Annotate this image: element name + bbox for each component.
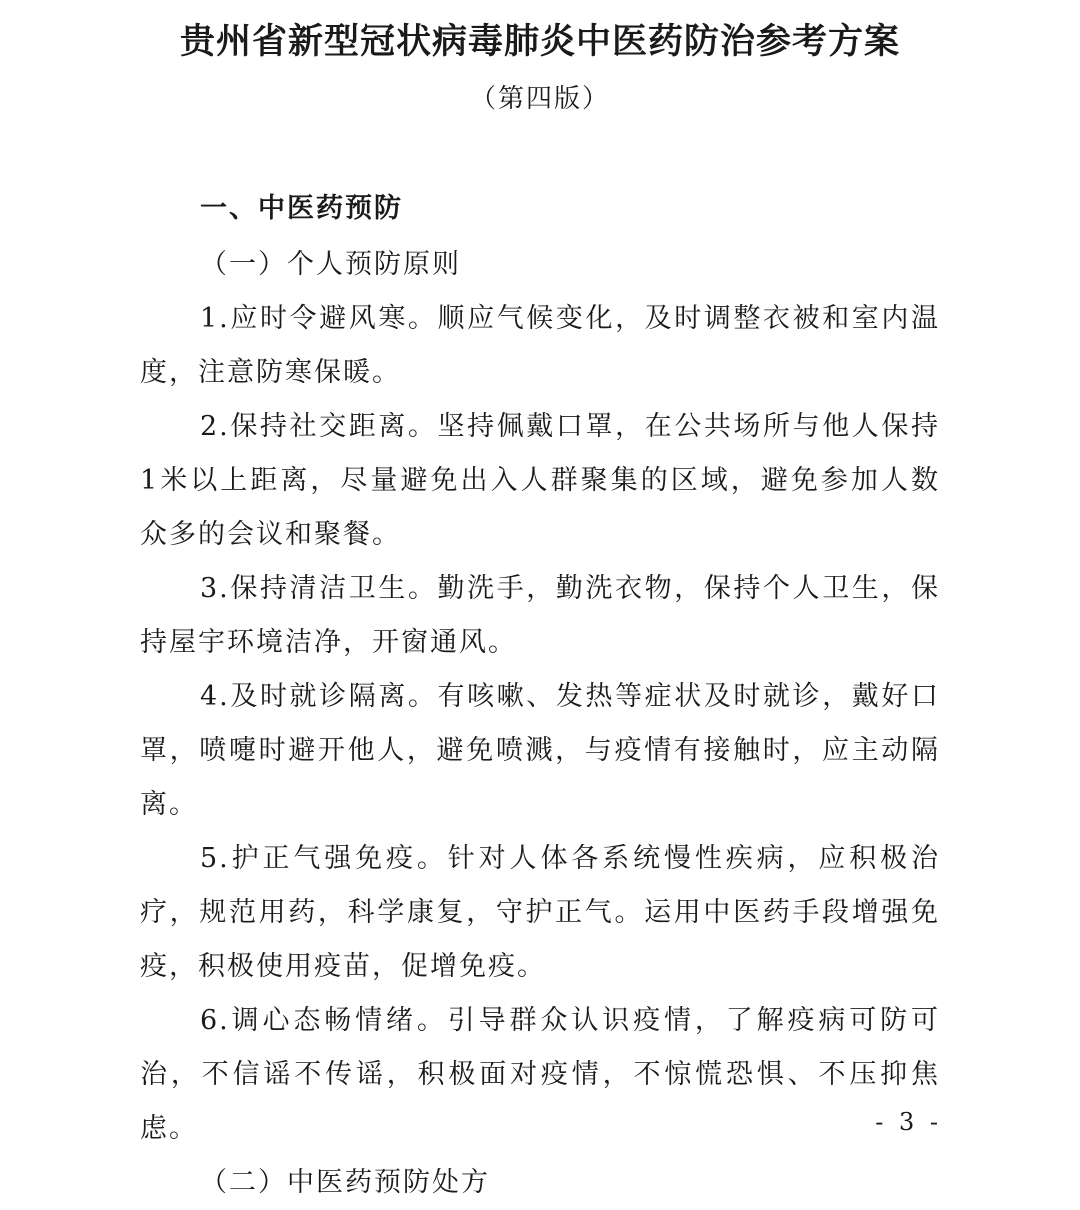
subsection-heading-2: （二）中医药预防处方 (200, 1167, 490, 1198)
paragraph-item-2: 2.保持社交距离。坚持佩戴口罩，在公共场所与他人保持1米以上距离，尽量避免出入人群聚集的区域，避免参加人数众多的会议和聚餐。 (140, 411, 940, 550)
paragraph-item-6: 6.调心态畅情绪。引导群众认识疫情，了解疫病可防可治，不信谣不传谣，积极面对疫情，不惊慌恐惧、不压抑焦虑。 (140, 1005, 940, 1144)
document-subtitle: （第四版） (469, 84, 610, 114)
document-title: 贵州省新型冠状病毒肺炎中医药防治参考方案 (179, 22, 900, 62)
paragraph-item-5: 5.护正气强免疫。针对人体各系统慢性疾病，应积极治疗，规范用药，科学康复，守护正气。运用中医药手段增强免疫，积极使用疫苗，促增免疫。 (140, 843, 940, 982)
subsection-heading-1: （一）个人预防原则 (200, 249, 461, 280)
paragraph-item-1: 1.应时令避风寒。顺应气候变化，及时调整衣被和室内温度，注意防寒保暖。 (140, 303, 940, 388)
paragraph-item-4: 4.及时就诊隔离。有咳嗽、发热等症状及时就诊，戴好口罩，喷嚏时避开他人，避免喷溅，与疫情有接触时，应主动隔离。 (140, 681, 940, 820)
page-number: - 3 - (875, 1108, 942, 1136)
section-heading: 一、中医药预防 (200, 193, 403, 224)
document-body (140, 182, 940, 1210)
paragraph-item-3: 3.保持清洁卫生。勤洗手，勤洗衣物，保持个人卫生，保持屋宇环境洁净，开窗通风。 (140, 573, 940, 658)
